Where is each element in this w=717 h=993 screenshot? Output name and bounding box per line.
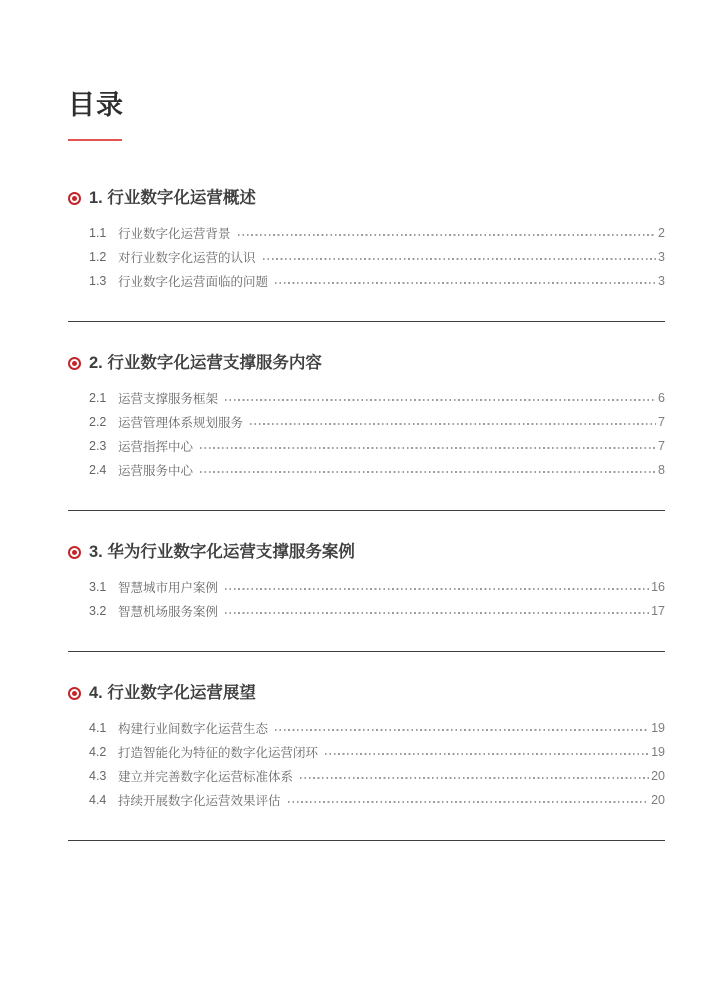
leader-dots xyxy=(275,282,656,284)
toc-entry-link[interactable] xyxy=(89,434,665,458)
leader-dots xyxy=(263,258,657,260)
title-underline xyxy=(68,139,122,141)
leader-dots xyxy=(238,234,657,236)
leader-dots xyxy=(225,399,656,401)
section-divider xyxy=(68,510,665,511)
toc-entry-link[interactable] xyxy=(89,458,665,482)
section-items xyxy=(68,221,665,293)
item-title: 运营指挥中心 xyxy=(118,440,194,455)
item-title: 行业数字化运营背景 xyxy=(118,227,231,242)
toc-entry-link[interactable] xyxy=(89,740,665,764)
section-bullet-icon xyxy=(68,192,81,205)
section-title: 2. 行业数字化运营支撑服务内容 xyxy=(89,354,322,373)
item-page: 8 xyxy=(658,463,665,478)
item-page: 3 xyxy=(658,250,665,265)
item-title: 运营支撑服务框架 xyxy=(118,392,219,407)
item-title: 对行业数字化运营的认识 xyxy=(118,251,256,266)
section-divider xyxy=(68,840,665,841)
item-number: 2.1 xyxy=(89,391,107,406)
item-number: 1.1 xyxy=(89,226,107,241)
item-title: 构建行业间数字化运营生态 xyxy=(118,722,269,737)
toc-entry-link[interactable] xyxy=(89,221,665,245)
item-number: 3.1 xyxy=(89,580,107,595)
toc-entry-link[interactable] xyxy=(89,410,665,434)
toc-section xyxy=(68,541,665,652)
section-title: 1. 行业数字化运营概述 xyxy=(89,189,256,208)
toc-sections xyxy=(68,187,665,841)
leader-dots xyxy=(225,588,649,590)
leader-dots xyxy=(200,447,656,449)
item-page: 2 xyxy=(658,226,665,241)
item-page: 16 xyxy=(651,580,665,595)
item-page: 7 xyxy=(658,439,665,454)
section-divider xyxy=(68,321,665,322)
item-number: 3.2 xyxy=(89,604,107,619)
leader-dots xyxy=(288,801,650,803)
item-number: 2.3 xyxy=(89,439,107,454)
toc-entry-link[interactable] xyxy=(89,245,665,269)
item-page: 17 xyxy=(651,604,665,619)
item-number: 1.3 xyxy=(89,274,107,289)
item-title: 行业数字化运营面临的问题 xyxy=(118,275,269,290)
item-title: 智慧机场服务案例 xyxy=(118,605,219,620)
item-title: 打造智能化为特征的数字化运营闭环 xyxy=(118,746,319,761)
toc-section-link[interactable] xyxy=(68,187,665,209)
section-items xyxy=(68,716,665,812)
item-title: 智慧城市用户案例 xyxy=(118,581,219,596)
item-title: 建立并完善数字化运营标准体系 xyxy=(118,770,294,785)
leader-dots xyxy=(225,612,649,614)
toc-entry-link[interactable] xyxy=(89,599,665,623)
toc-section xyxy=(68,682,665,841)
item-page: 6 xyxy=(658,391,665,406)
leader-dots xyxy=(325,753,649,755)
page-title: 目录 xyxy=(68,90,124,121)
section-items xyxy=(68,575,665,623)
section-divider xyxy=(68,651,665,652)
toc-entry-link[interactable] xyxy=(89,575,665,599)
toc-entry-link[interactable] xyxy=(89,269,665,293)
toc-entry-link[interactable] xyxy=(89,386,665,410)
item-page: 3 xyxy=(658,274,665,289)
leader-dots xyxy=(300,777,649,779)
item-page: 19 xyxy=(651,721,665,736)
item-number: 1.2 xyxy=(89,250,107,265)
item-title: 运营服务中心 xyxy=(118,464,194,479)
leader-dots xyxy=(200,471,656,473)
leader-dots xyxy=(275,729,649,731)
toc-section-link[interactable] xyxy=(68,352,665,374)
toc-section-link[interactable] xyxy=(68,682,665,704)
item-title: 运营管理体系规划服务 xyxy=(118,416,244,431)
toc-section xyxy=(68,352,665,511)
leader-dots xyxy=(250,423,656,425)
section-bullet-icon xyxy=(68,687,81,700)
item-page: 19 xyxy=(651,745,665,760)
section-title: 4. 行业数字化运营展望 xyxy=(89,684,256,703)
item-number: 4.4 xyxy=(89,793,107,808)
toc-section-link[interactable] xyxy=(68,541,665,563)
section-items xyxy=(68,386,665,482)
item-page: 20 xyxy=(651,769,665,784)
toc-section xyxy=(68,187,665,322)
item-number: 2.4 xyxy=(89,463,107,478)
section-title: 3. 华为行业数字化运营支撑服务案例 xyxy=(89,543,355,562)
section-bullet-icon xyxy=(68,546,81,559)
item-page: 7 xyxy=(658,415,665,430)
item-number: 2.2 xyxy=(89,415,107,430)
toc-entry-link[interactable] xyxy=(89,716,665,740)
item-number: 4.1 xyxy=(89,721,107,736)
toc-entry-link[interactable] xyxy=(89,788,665,812)
toc-entry-link[interactable] xyxy=(89,764,665,788)
item-number: 4.2 xyxy=(89,745,107,760)
section-bullet-icon xyxy=(68,357,81,370)
item-number: 4.3 xyxy=(89,769,107,784)
item-title: 持续开展数字化运营效果评估 xyxy=(118,794,281,809)
item-page: 20 xyxy=(651,793,665,808)
